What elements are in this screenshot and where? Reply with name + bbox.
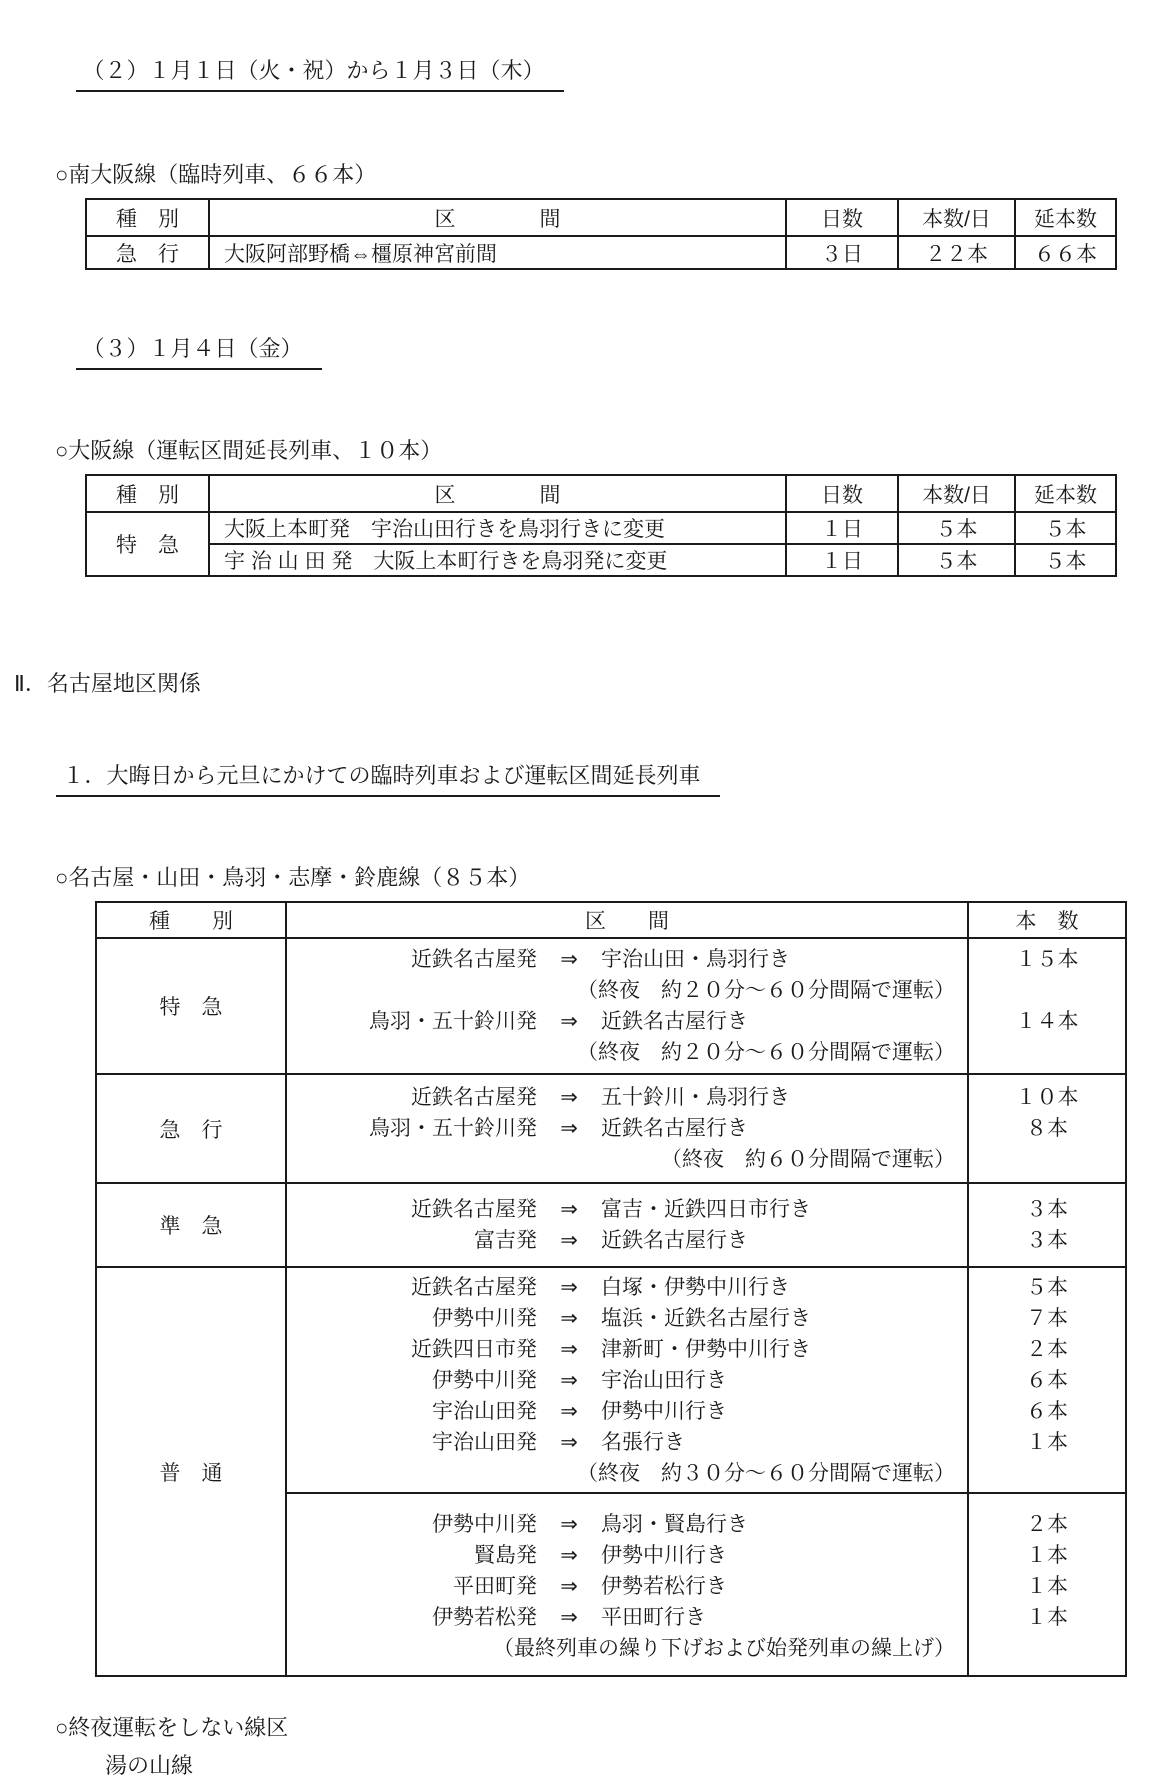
route-arrow-icon: ⇒ [560, 1575, 578, 1598]
table-header-row [86, 199, 1116, 236]
count-value: １４本 [1015, 1010, 1079, 1033]
col-header-days: 日数 [786, 475, 898, 512]
minamiosaka-line-heading: ○南大阪線（臨時列車、６６本） [55, 162, 377, 187]
route-arrow-icon: ⇒ [560, 948, 578, 971]
col-header-section: 区 間 [209, 475, 786, 512]
col-header-total: 延本数 [1015, 475, 1116, 512]
route-line [287, 1540, 967, 1571]
per-day-cell: ２２本 [898, 236, 1015, 269]
route-departure: 近鉄名古屋発 [411, 948, 537, 971]
train-type-cell: 普 通 [96, 1267, 286, 1676]
counts-cell [968, 1183, 1126, 1267]
route-arrow-icon: ⇒ [560, 1544, 578, 1567]
section3-title [0, 304, 1168, 400]
count-value: １本 [1026, 1606, 1068, 1629]
train-type-cell: 特 急 [96, 938, 286, 1074]
counts-cell [968, 938, 1126, 1074]
route-line [287, 1602, 967, 1633]
nagoya-table-body [96, 938, 1126, 1676]
route-arrow-icon: ⇒ [560, 1431, 578, 1454]
route-line [287, 1272, 967, 1303]
route-arrow-icon: ⇒ [560, 1606, 578, 1629]
route-line [287, 1365, 967, 1396]
route-line [287, 1334, 967, 1365]
route-departure: 宇治山田発 [432, 1400, 537, 1423]
routes-cell [286, 1074, 968, 1183]
route-note: （終夜 約３０分～６０分間隔で運転） [577, 1462, 955, 1485]
route-arrow-icon: ⇒ [560, 1276, 578, 1299]
route-departure: 近鉄名古屋発 [411, 1198, 537, 1221]
route-departure: 宇治山田発 [432, 1431, 537, 1454]
route-line [287, 1006, 967, 1037]
table-row [96, 938, 1126, 1074]
route-departure: 鳥羽・五十鈴川発 [369, 1010, 537, 1033]
osaka-line-heading: ○大阪線（運転区間延長列車、１０本） [55, 438, 443, 463]
days-cell: １日 [786, 512, 898, 544]
count-value: ２本 [1026, 1338, 1068, 1361]
route-line [287, 1225, 967, 1256]
route-arrow-icon: ⇒ [560, 1229, 578, 1252]
no-overnight-line: 湯の山線 [105, 1753, 194, 1778]
route-departure: 近鉄名古屋発 [411, 1276, 537, 1299]
route-destination: 名張行き [601, 1431, 685, 1454]
section2-title-text: （２）１月１日（火・祝）から１月３日（木） [76, 56, 564, 92]
train-type-cell: 急 行 [86, 236, 209, 269]
nagoya-table [95, 901, 1127, 1677]
count-value: ８本 [1026, 1117, 1068, 1140]
col-header-days: 日数 [786, 199, 898, 236]
route-line [287, 1194, 967, 1225]
route-departure: 平田町発 [453, 1575, 537, 1598]
route-line [287, 1509, 967, 1540]
route-arrow-icon: ⇒ [560, 1198, 578, 1221]
route-arrow-icon: ⇒ [560, 1338, 578, 1361]
route-arrow-icon: ⇒ [560, 1086, 578, 1109]
count-value: １０本 [1015, 1086, 1079, 1109]
no-overnight-heading: ○終夜運転をしない線区 [55, 1715, 289, 1740]
route-destination: 津新町・伊勢中川行き [601, 1338, 811, 1361]
count-value: １本 [1026, 1544, 1068, 1567]
route-line [287, 1571, 967, 1602]
count-value: １本 [1026, 1575, 1068, 1598]
table-row [96, 1183, 1126, 1267]
route-destination: 近鉄名古屋行き [601, 1010, 748, 1033]
col-header-section: 区 間 [286, 902, 968, 938]
count-value [969, 1458, 1125, 1489]
route-departure: 近鉄名古屋発 [411, 1086, 537, 1109]
count-value [969, 1144, 1125, 1175]
col-header-type: 種 別 [86, 475, 209, 512]
counts-cell [968, 1074, 1126, 1183]
route-arrow-icon: ⇒ [560, 1117, 578, 1140]
count-value [969, 975, 1125, 1006]
route-arrow-icon: ⇒ [560, 1400, 578, 1423]
count-value: １５本 [1015, 948, 1079, 971]
route-note: （終夜 約２０分～６０分間隔で運転） [577, 979, 955, 1002]
route-line [287, 1082, 967, 1113]
section-cell: 大阪上本町発 宇治山田行きを鳥羽行きに変更 [209, 512, 786, 544]
nagoya-area-title: Ⅱ．名古屋地区関係 [14, 671, 201, 696]
route-destination: 富吉・近鉄四日市行き [601, 1198, 811, 1221]
counts-cell [968, 1493, 1126, 1676]
route-departure: 伊勢中川発 [432, 1369, 537, 1392]
count-value: ５本 [1026, 1276, 1068, 1299]
train-type-cell: 準 急 [96, 1183, 286, 1267]
route-destination: 平田町行き [601, 1606, 706, 1629]
route-destination: 伊勢中川行き [601, 1400, 727, 1423]
col-header-type: 種 別 [96, 902, 286, 938]
route-arrow-icon: ⇒ [560, 1513, 578, 1536]
days-cell: １日 [786, 544, 898, 576]
route-departure: 近鉄四日市発 [411, 1338, 537, 1361]
route-destination: 塩浜・近鉄名古屋行き [601, 1307, 811, 1330]
table-row [96, 1267, 1126, 1493]
section-cell: 宇 治 山 田 発 大阪上本町行きを鳥羽発に変更 [209, 544, 786, 576]
table-header-row [96, 902, 1126, 938]
nagoya-lines-heading: ○名古屋・山田・鳥羽・志摩・鈴鹿線（８５本） [55, 865, 531, 890]
route-departure: 賢島発 [474, 1544, 537, 1567]
route-destination: 鳥羽・賢島行き [601, 1513, 748, 1536]
train-type-cell: 特 急 [86, 512, 209, 576]
route-departure: 伊勢中川発 [432, 1513, 537, 1536]
col-header-type: 種 別 [86, 199, 209, 236]
route-line [287, 1427, 967, 1458]
count-value: ２本 [1026, 1513, 1068, 1536]
col-header-per-day: 本数/日 [898, 199, 1015, 236]
count-value: ７本 [1026, 1307, 1068, 1330]
section-cell: 大阪阿部野橋⇔橿原神宮前間 [209, 236, 786, 269]
routes-cell [286, 1267, 968, 1493]
total-cell: ５本 [1015, 544, 1116, 576]
counts-cell [968, 1267, 1126, 1493]
section3-title-text: （３）１月４日（金） [76, 334, 322, 370]
col-header-count: 本 数 [968, 902, 1126, 938]
train-type-cell: 急 行 [96, 1074, 286, 1183]
route-note: （終夜 約２０分～６０分間隔で運転） [577, 1041, 955, 1064]
route-departure: 伊勢若松発 [432, 1606, 537, 1629]
route-destination: 宇治山田行き [601, 1369, 727, 1392]
table-row [86, 236, 1116, 269]
route-destination: 五十鈴川・鳥羽行き [601, 1086, 790, 1109]
days-cell: ３日 [786, 236, 898, 269]
count-value: ６本 [1026, 1369, 1068, 1392]
table-row [86, 512, 1116, 544]
col-header-total: 延本数 [1015, 199, 1116, 236]
count-value [969, 1037, 1125, 1068]
col-header-section: 区 間 [209, 199, 786, 236]
section2-title [0, 26, 1168, 122]
per-day-cell: ５本 [898, 544, 1015, 576]
count-value: １本 [1026, 1431, 1068, 1454]
table-header-row [86, 475, 1116, 512]
route-line [287, 1113, 967, 1144]
col-header-per-day: 本数/日 [898, 475, 1015, 512]
count-value: ６本 [1026, 1400, 1068, 1423]
route-arrow-icon: ⇒ [560, 1307, 578, 1330]
total-cell: ５本 [1015, 512, 1116, 544]
route-line [287, 1303, 967, 1334]
route-line [287, 1396, 967, 1427]
count-value: ３本 [1026, 1229, 1068, 1252]
route-departure: 富吉発 [474, 1229, 537, 1252]
route-arrow-icon: ⇒ [560, 1010, 578, 1033]
count-value [969, 1633, 1125, 1664]
route-note: （終夜 約６０分間隔で運転） [661, 1148, 955, 1171]
osaka-table [85, 474, 1117, 577]
route-destination: 近鉄名古屋行き [601, 1229, 748, 1252]
routes-cell [286, 938, 968, 1074]
total-cell: ６６本 [1015, 236, 1116, 269]
per-day-cell: ５本 [898, 512, 1015, 544]
count-value: ３本 [1026, 1198, 1068, 1221]
sub1-title-text: １．大晦日から元旦にかけての臨時列車および運転区間延長列車 [56, 761, 720, 797]
routes-cell [286, 1493, 968, 1676]
route-note: （最終列車の繰り下げおよび始発列車の繰上げ） [493, 1637, 955, 1660]
route-departure: 伊勢中川発 [432, 1307, 537, 1330]
route-destination: 伊勢若松行き [601, 1575, 727, 1598]
table-row [96, 1074, 1126, 1183]
route-departure: 鳥羽・五十鈴川発 [369, 1117, 537, 1140]
routes-cell [286, 1183, 968, 1267]
minamiosaka-table [85, 198, 1117, 270]
route-destination: 近鉄名古屋行き [601, 1117, 748, 1140]
route-destination: 白塚・伊勢中川行き [601, 1276, 790, 1299]
route-line [287, 944, 967, 975]
route-destination: 伊勢中川行き [601, 1544, 727, 1567]
route-destination: 宇治山田・鳥羽行き [601, 948, 790, 971]
table-row [86, 544, 1116, 576]
sub1-title [0, 731, 1168, 827]
route-arrow-icon: ⇒ [560, 1369, 578, 1392]
